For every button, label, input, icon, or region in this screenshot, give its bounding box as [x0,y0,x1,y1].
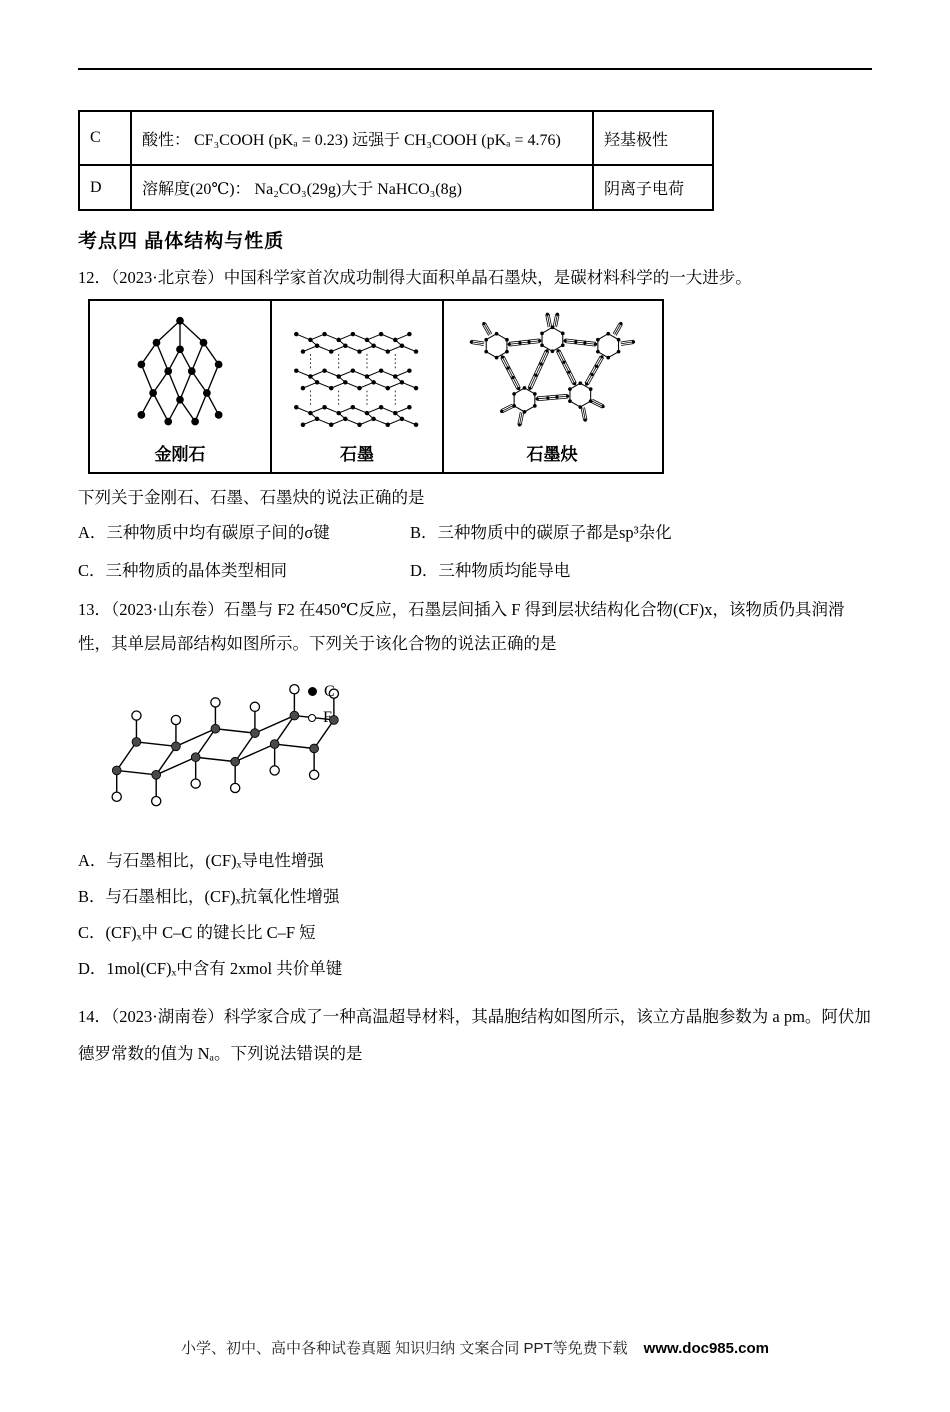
row-reason: 阴离子电荷 [593,165,713,210]
q13-figure [86,667,516,837]
option-d: D．三种物质均能导电 [410,560,571,580]
option-a: A．三种物质中均有碳原子间的σ键 [78,522,330,542]
section-heading: 考点四 晶体结构与性质 [78,231,285,252]
header-rule [78,68,872,70]
figure-label: 石墨 [340,444,374,464]
figure-cell-graphite [270,301,442,472]
question-12-options [78,519,872,585]
legend-label: F [323,708,332,726]
legend-label: C [324,682,335,700]
question-14-stem: 14．（2023·湖南卷）科学家合成了一种高温超导材料，其晶胞结构如图所示，该立方晶胞参数为 a pm。阿伏加德罗常数的值为 Nₐ。下列说法错误的是 [78,1006,871,1063]
figure-label: 石墨炔 [526,444,578,464]
q13-option-d: D．1mol(CF)ₓ中含有 2xmol 共价单键 [78,959,343,979]
footer-url: www.doc985.com [643,1340,769,1357]
q12-figure-table [88,299,664,474]
row-content: 酸性： CF₃COOH (pKₐ = 0.23) 远强于 CH₃COOH (pKₐ = 4.76) [131,111,593,165]
graphyne-structure-image [450,309,654,435]
legend-item-carbon [308,683,335,701]
q13-legend [308,683,335,727]
diamond-structure-image [104,309,256,435]
graphite-structure-image [278,323,436,435]
figure-cell-graphyne [442,301,660,472]
table-row-c [79,111,713,165]
table-row-d [79,165,713,210]
content [0,68,950,1072]
question-13-stem: 13．（2023·山东卷）石墨与 F2 在450℃反应，石墨层间插入 F 得到层状结构化合物(CF)x，该物质仍具润滑性，其单层局部结构如图所示。下列关于该化合物的说法正确的是 [78,599,845,653]
option-b: B．三种物质中的碳原子都是sp³杂化 [410,522,672,542]
figure-cell-diamond [90,301,270,472]
row-label: C [79,111,131,165]
question-12-prompt: 下列关于金刚石、石墨、石墨炔的说法正确的是 [78,487,425,507]
fluorine-dot-icon [308,714,316,722]
option-c: C．三种物质的晶体类型相同 [78,560,288,580]
q13-option-a: A．与石墨相比，(CF)ₓ导电性增强 [78,850,324,870]
carbon-dot-icon [308,687,317,696]
document-page [0,68,950,1357]
q13-option-b: B．与石墨相比，(CF)ₓ抗氧化性增强 [78,886,340,906]
page-footer [0,1337,950,1358]
row-label: D [79,165,131,210]
row-content: 溶解度(20℃)： Na₂CO₃(29g)大于 NaHCO₃(8g) [131,165,593,210]
question-12-stem: 12．（2023·北京卷）中国科学家首次成功制得大面积单晶石墨炔，是碳材料科学的一大进步。 [78,268,752,287]
figure-label: 金刚石 [154,444,206,464]
acidity-solubility-table [78,110,714,211]
q13-option-c: C．(CF)ₓ中 C–C 的键长比 C–F 短 [78,923,316,943]
row-reason: 羟基极性 [593,111,713,165]
legend-item-fluorine [308,709,335,727]
footer-text: 小学、初中、高中各种试卷真题 知识归纳 文案合同 PPT等免费下载 [180,1340,628,1357]
